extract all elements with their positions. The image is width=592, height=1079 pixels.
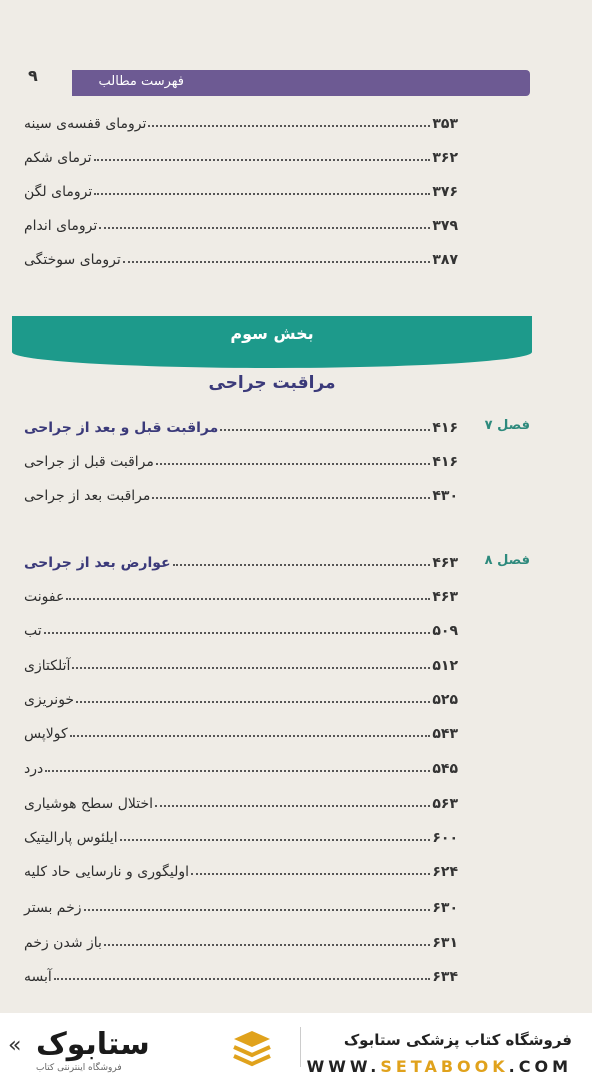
store-url-prefix: WWW. xyxy=(306,1057,381,1076)
store-url-suffix: .COM xyxy=(508,1057,572,1076)
toc-header-title: فهرست مطالب xyxy=(98,74,184,89)
chapter-heading-title: عوارض بعد از جراحی xyxy=(24,555,171,571)
toc-entry xyxy=(22,176,458,200)
leader-dots xyxy=(84,909,431,911)
leader-dots xyxy=(123,261,431,263)
leader-dots xyxy=(220,429,430,431)
section-title: بخش سوم xyxy=(230,324,314,343)
toc-entry-title: ترومای لگن xyxy=(24,184,93,200)
toc-entry-title: آبسه xyxy=(24,969,52,985)
toc-entry-title: خونریزی xyxy=(24,692,75,708)
section-subtitle: مراقبت جراحی xyxy=(208,373,336,393)
toc-entry-title: اولیگوری و نارسایی حاد کلیه xyxy=(24,864,190,880)
toc-entry xyxy=(22,684,458,708)
leader-dots xyxy=(45,770,430,772)
leader-dots xyxy=(152,497,430,499)
store-name: فروشگاه کتاب پزشکی ستابوک xyxy=(343,1031,572,1049)
toc-entry xyxy=(22,446,458,470)
toc-entry xyxy=(22,244,458,268)
toc-entry-page: ۶۳۱ xyxy=(432,935,458,951)
toc-entry-title: عفونت xyxy=(24,589,65,605)
store-url[interactable] xyxy=(307,1057,572,1076)
toc-entry-page: ۵۱۲ xyxy=(432,658,458,674)
toc-entry-page: ۳۸۷ xyxy=(432,252,458,268)
toc-entry xyxy=(22,753,458,777)
toc-entry xyxy=(22,718,458,742)
toc-entry xyxy=(22,480,458,504)
toc-entry-page: ۶۳۰ xyxy=(432,900,458,916)
toc-entry-page: ۵۰۹ xyxy=(432,623,458,639)
toc-entry xyxy=(22,961,458,985)
toc-entry-page: ۵۲۵ xyxy=(432,692,458,708)
toc-entry-title: کولاپس xyxy=(24,726,68,742)
logo-arrows-icon: « xyxy=(8,1033,22,1058)
toc-entry-title: ترومای اندام xyxy=(24,218,98,234)
leader-dots xyxy=(148,125,430,127)
toc-entry xyxy=(22,927,458,951)
toc-entry-title: مراقبت بعد از جراحی xyxy=(24,488,151,504)
leader-dots xyxy=(94,159,431,161)
toc-entry-page: ۳۷۹ xyxy=(432,218,458,234)
toc-entry xyxy=(22,581,458,605)
chapter-heading-row xyxy=(22,547,458,571)
toc-entry-title: تب xyxy=(24,623,42,639)
leader-dots xyxy=(99,227,430,229)
chapter-heading-row xyxy=(22,412,458,436)
leader-dots xyxy=(54,978,431,980)
page-number: ۹ xyxy=(28,66,38,85)
leader-dots xyxy=(173,564,431,566)
toc-entry-title: ترمای شکم xyxy=(24,150,92,166)
chapter-heading-page: ۴۶۳ xyxy=(432,555,458,571)
store-logo-text: ستابوک xyxy=(36,1027,150,1062)
leader-dots xyxy=(120,839,431,841)
toc-entry-title: اختلال سطح هوشیاری xyxy=(24,796,154,812)
toc-entry xyxy=(22,788,458,812)
toc-entry-page: ۵۶۳ xyxy=(432,796,458,812)
toc-entry-page: ۳۶۲ xyxy=(432,150,458,166)
chapter-heading-title: مراقبت قبل و بعد از جراحی xyxy=(24,420,219,436)
leader-dots xyxy=(76,701,430,703)
leader-dots xyxy=(66,598,430,600)
toc-entry-title: مراقبت قبل از جراحی xyxy=(24,454,154,470)
store-logo-tagline: فروشگاه اینترنتی کتاب xyxy=(36,1063,122,1073)
leader-dots xyxy=(156,463,430,465)
toc-entry-page: ۳۵۳ xyxy=(432,116,458,132)
toc-entry-title: باز شدن زخم xyxy=(24,935,102,951)
toc-entry xyxy=(22,856,458,880)
toc-entry-page: ۳۷۶ xyxy=(432,184,458,200)
toc-entry-page: ۶۰۰ xyxy=(432,830,458,846)
leader-dots xyxy=(72,667,430,669)
toc-entry xyxy=(22,892,458,916)
toc-entry xyxy=(22,822,458,846)
chapter-heading-page: ۴۱۶ xyxy=(432,420,458,436)
toc-entry-page: ۴۶۳ xyxy=(432,589,458,605)
section-band xyxy=(12,316,532,368)
toc-entry-title: ترومای سوختگی xyxy=(24,252,121,268)
footer-divider xyxy=(300,1027,301,1067)
toc-header-bar xyxy=(72,70,530,96)
toc-entry-page: ۵۴۳ xyxy=(432,726,458,742)
toc-entry-title: ترومای قفسه‌ی سینه xyxy=(24,116,147,132)
leader-dots xyxy=(104,944,430,946)
store-url-brand: SETABOOK xyxy=(380,1057,509,1076)
toc-entry-title: زخم بستر xyxy=(24,900,82,916)
toc-entry xyxy=(22,210,458,234)
leader-dots xyxy=(191,873,430,875)
toc-entry xyxy=(22,142,458,166)
toc-entry xyxy=(22,650,458,674)
toc-entry-page: ۵۴۵ xyxy=(432,761,458,777)
chapter-label: فصل ۸ xyxy=(484,553,530,568)
leader-dots xyxy=(155,805,430,807)
toc-entry xyxy=(22,108,458,132)
toc-entry-page: ۴۳۰ xyxy=(432,488,458,504)
chapter-label: فصل ۷ xyxy=(484,418,530,433)
toc-entry-title: ایلئوس پارالیتیک xyxy=(24,830,118,846)
toc-entry-page: ۶۳۴ xyxy=(432,969,458,985)
watermark-footer xyxy=(0,1013,592,1079)
leader-dots xyxy=(94,193,430,195)
leader-dots xyxy=(70,735,431,737)
toc-entry-page: ۶۲۴ xyxy=(432,864,458,880)
toc-entry xyxy=(22,615,458,639)
book-stack-icon xyxy=(230,1029,274,1069)
toc-entry-title: درد xyxy=(24,761,44,777)
leader-dots xyxy=(44,632,431,634)
toc-entry-title: آتلکتازی xyxy=(24,658,71,674)
toc-entry-page: ۴۱۶ xyxy=(432,454,458,470)
